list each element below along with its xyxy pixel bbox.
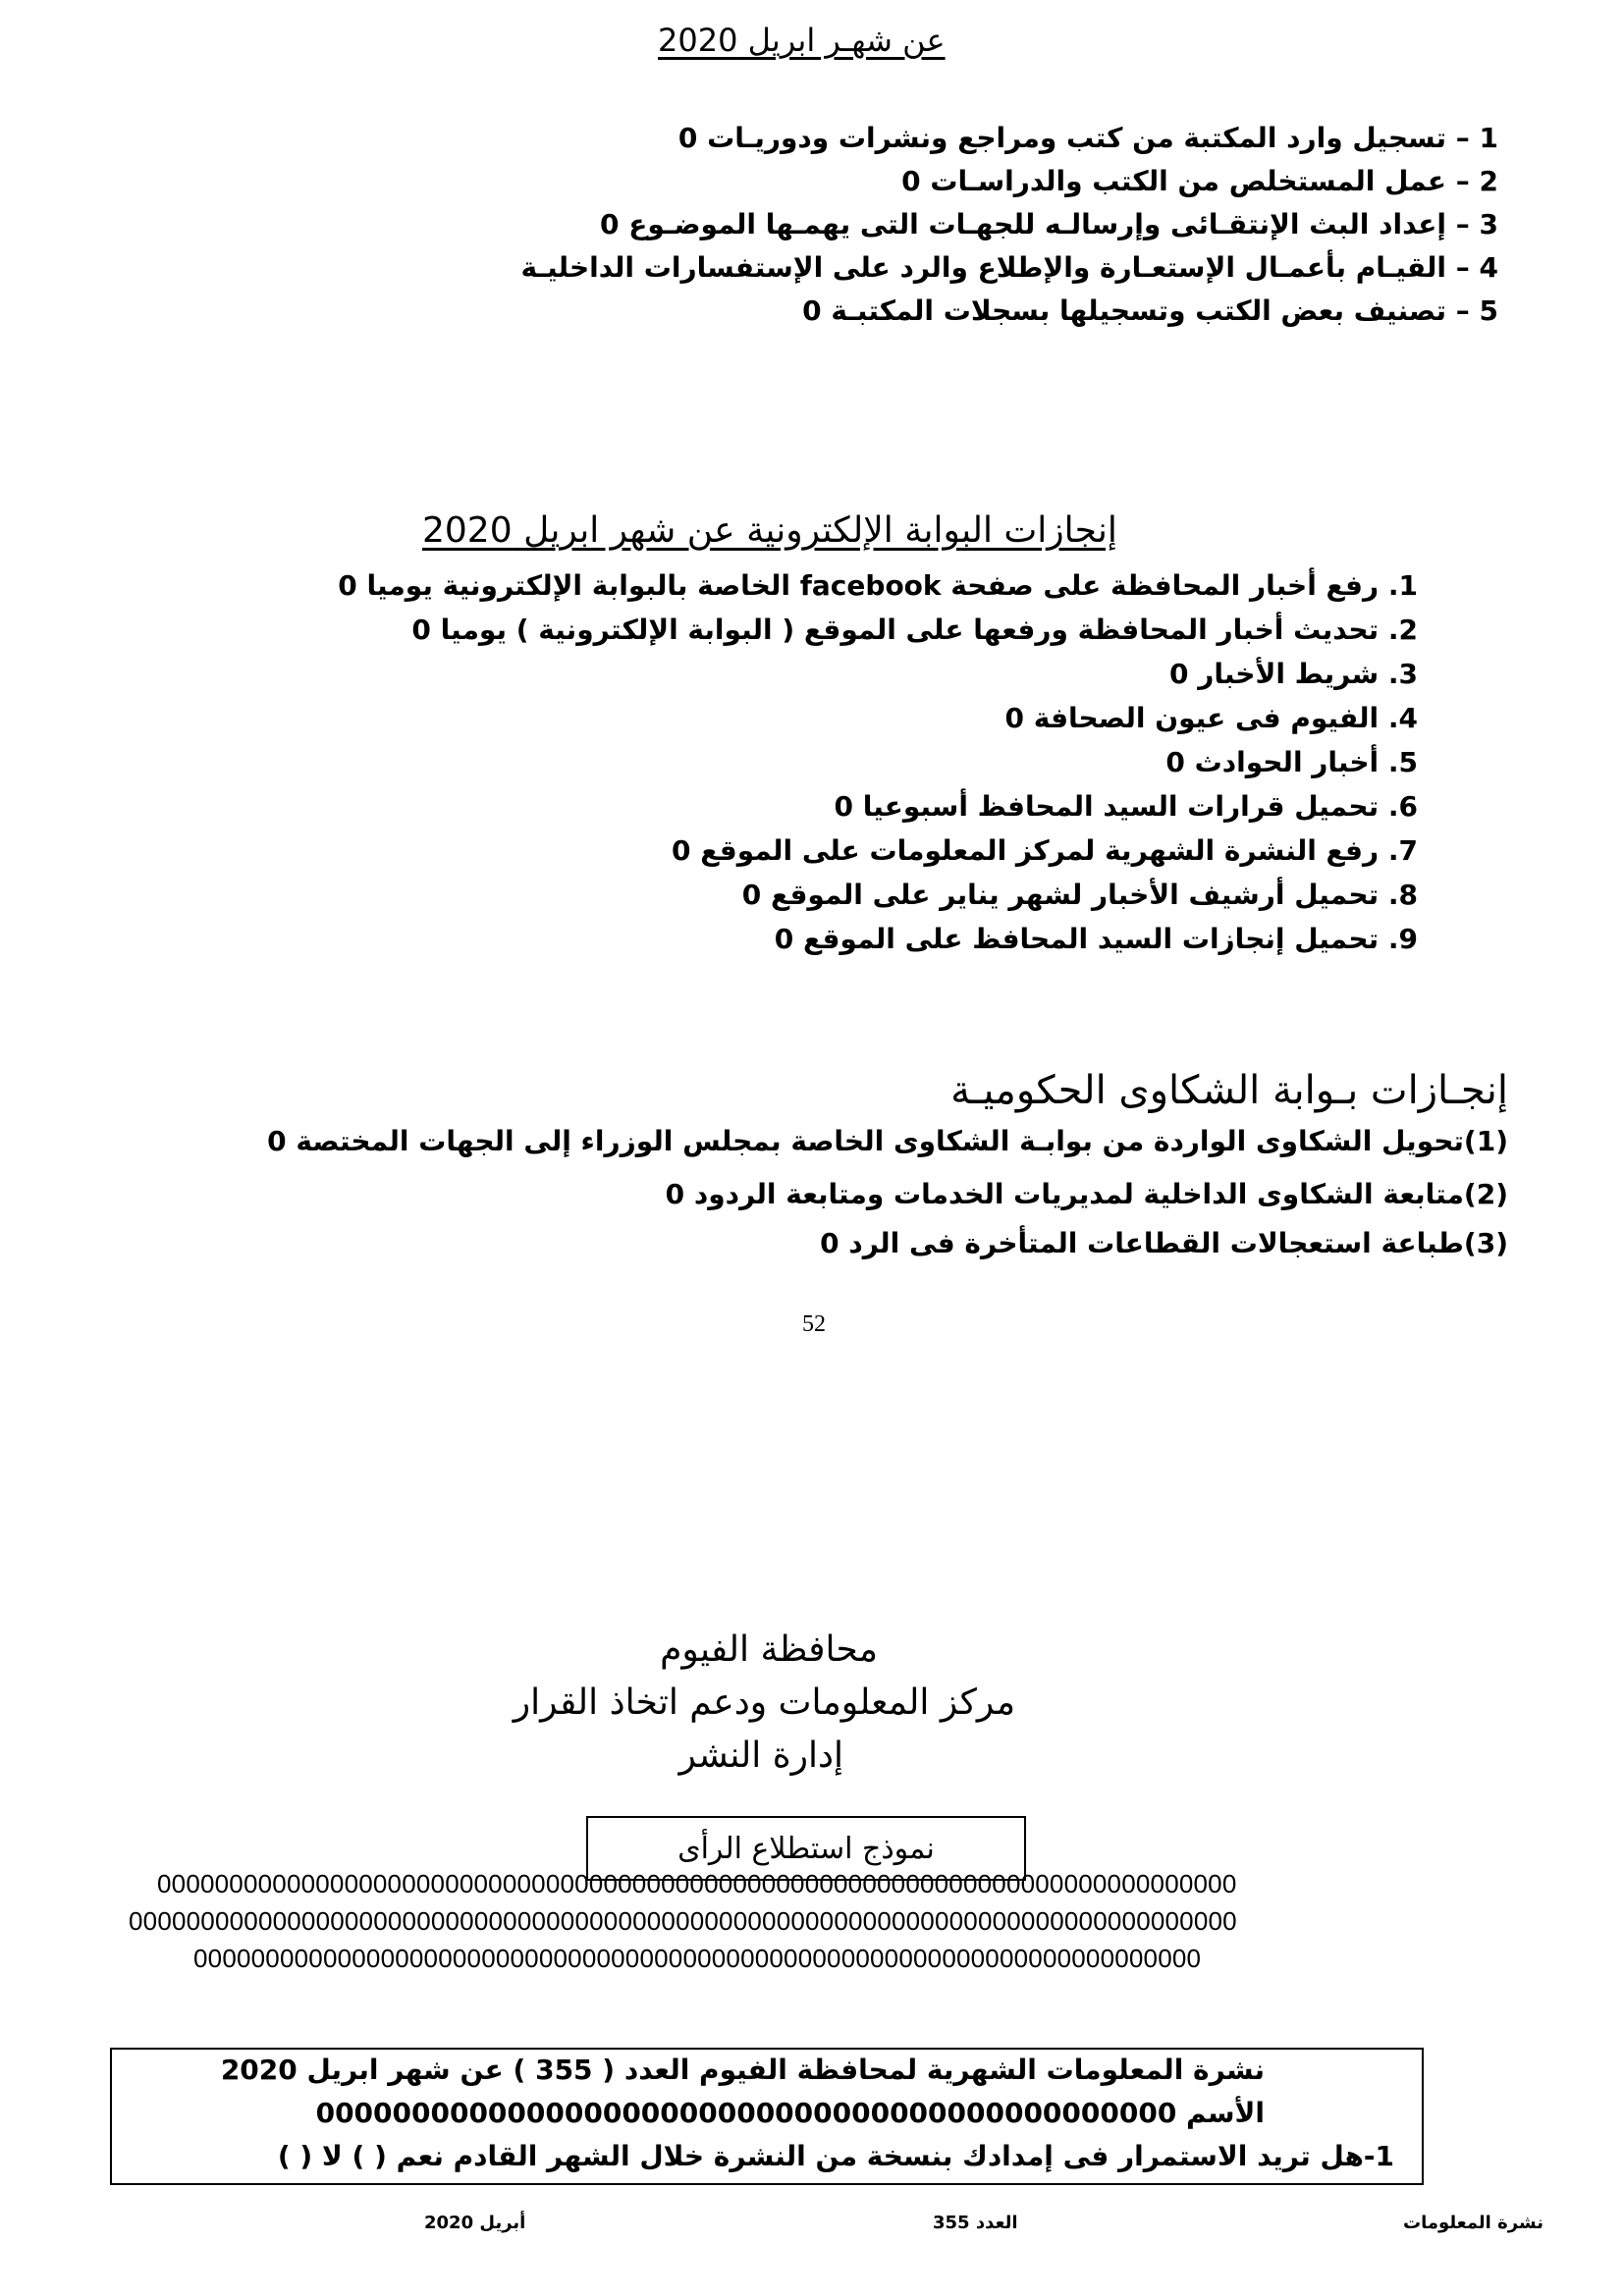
form-name-field: الأسم 000000000000000000000000000000000000000000000 [315, 2097, 1265, 2129]
list-item: 1 – تسجيل وارد المكتبة من كتب ومراجع ونشرات ودوريـات 0 [677, 122, 1498, 154]
form-title: نشرة المعلومات الشهرية لمحافظة الفيوم العدد ( 355 ) عن شهر ابريل 2020 [220, 2054, 1265, 2086]
section2-heading: إنجازات البوابة الإلكترونية عن شهر ابريل 2020 [422, 510, 1117, 551]
subscription-form-box [110, 2048, 1424, 2185]
list-item: 8. تحميل أرشيف الأخبار لشهر يناير على الموقع 0 [741, 879, 1418, 911]
list-item: 1. رفع أخبار المحافظة على صفحة facebook الخاصة بالبوابة الإلكترونية يوميا 0 [338, 569, 1418, 602]
zero-line: 0000000000000000000000000000000000000000000000000000000000000000000000 [193, 1944, 1202, 1973]
org-department: إدارة النشر [678, 1735, 843, 1776]
list-item: 4 – القيـام بأعمـال الإستعـارة والإطلاع والرد على الإستفسارات الداخليـة [520, 251, 1498, 284]
list-item: 5. أخبار الحوادث 0 [1165, 746, 1418, 778]
org-name: محافظة الفيوم [660, 1629, 878, 1670]
list-item: 4. الفيوم فى عيون الصحافة 0 [1004, 702, 1418, 734]
form-question-1: 1-هل تريد الاستمرار فى إمدادك بنسخة من النشرة خلال الشهر القادم نعم ( ) لا ( ) [277, 2140, 1394, 2172]
page-number: 52 [802, 1311, 826, 1337]
zero-line: 00000000000000000000000000000000000000000000000000000000000000000000000000000 [129, 1906, 1237, 1936]
list-item: 6. تحميل قرارات السيد المحافظ أسبوعيا 0 [834, 790, 1418, 823]
list-item: 5 – تصنيف بعض الكتب وتسجيلها بسجلات المكتبـة 0 [802, 294, 1498, 327]
list-item: (3)طباعة استعجالات القطاعات المتأخرة فى الرد 0 [820, 1227, 1508, 1259]
org-center: مركز المعلومات ودعم اتخاذ القرار [513, 1682, 1015, 1723]
section3-heading: إنجـازات بـوابة الشكاوى الحكوميـة [950, 1068, 1508, 1113]
list-item: 2 – عمل المستخلص من الكتب والدراسـات 0 [901, 165, 1498, 197]
list-item: (1)تحويل الشكاوى الواردة من بوابـة الشكاوى الخاصة بمجلس الوزراء إلى الجهات المختصة 0 [267, 1125, 1508, 1157]
zero-line: 000000000000000000000000000000000000000000000000000000000000000000000000000 [157, 1869, 1237, 1898]
list-item: 2. تحديث أخبار المحافظة ورفعها على الموقع ( البوابة الإلكترونية ) يوميا 0 [411, 614, 1418, 646]
footer-date: أبريل 2020 [424, 2213, 526, 2233]
footer-publication: نشرة المعلومات [1403, 2213, 1543, 2233]
list-item: (2)متابعة الشكاوى الداخلية لمديريات الخدمات ومتابعة الردود 0 [665, 1178, 1508, 1210]
list-item: 3 – إعداد البث الإنتقـائى وإرسالـه للجهـات التى يهمـها الموضـوع 0 [600, 208, 1498, 240]
section1-heading: عن شهـر ابريل 2020 [658, 22, 946, 59]
footer-issue: العدد 355 [933, 2213, 1018, 2233]
survey-title: نموذج استطلاع الرأى [677, 1832, 935, 1866]
list-item: 7. رفع النشرة الشهرية لمركز المعلومات على الموقع 0 [672, 834, 1418, 867]
list-item: 3. شريط الأخبار 0 [1169, 658, 1418, 690]
list-item: 9. تحميل إنجازات السيد المحافظ على الموقع 0 [774, 923, 1418, 955]
